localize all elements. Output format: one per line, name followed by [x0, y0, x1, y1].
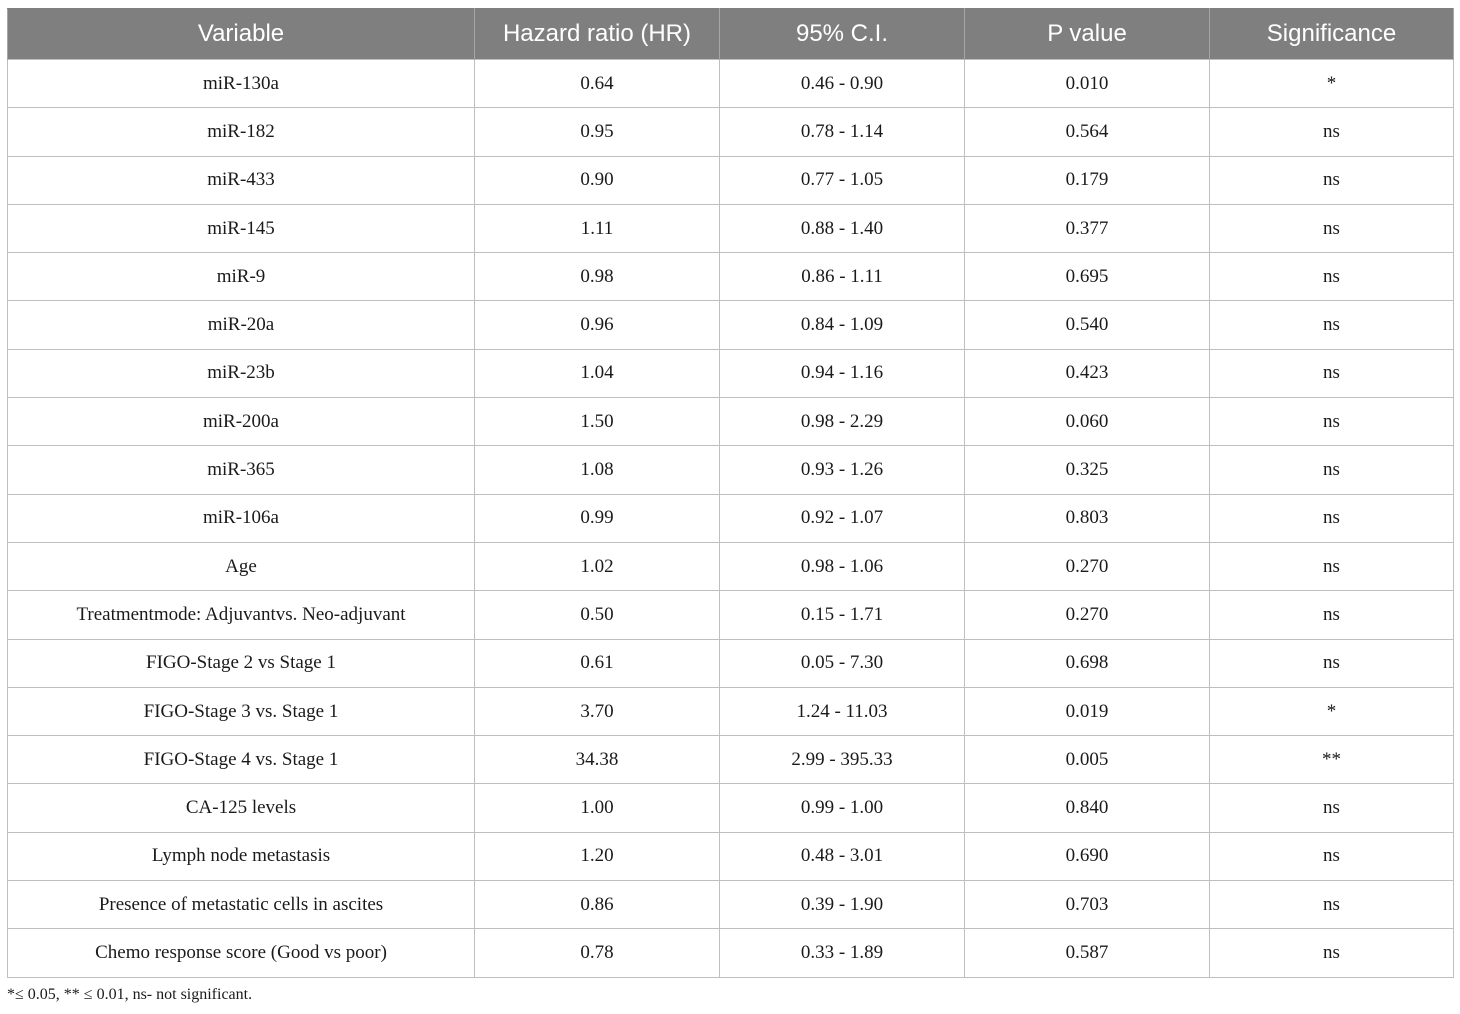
cell-significance: *: [1210, 60, 1454, 108]
cell-p-value: 0.423: [965, 349, 1210, 397]
cell-p-value: 0.703: [965, 881, 1210, 929]
hazard-ratio-table-container: [7, 8, 1453, 978]
cell-p-value: 0.564: [965, 108, 1210, 156]
cell-ci: 0.15 - 1.71: [720, 591, 965, 639]
table-row: [8, 881, 1454, 929]
cell-hazard-ratio: 3.70: [475, 687, 720, 735]
cell-p-value: 0.840: [965, 784, 1210, 832]
cell-hazard-ratio: 1.02: [475, 542, 720, 590]
cell-hazard-ratio: 1.11: [475, 204, 720, 252]
cell-significance: ns: [1210, 301, 1454, 349]
cell-significance: ns: [1210, 591, 1454, 639]
table-row: [8, 736, 1454, 784]
cell-hazard-ratio: 0.78: [475, 929, 720, 977]
cell-significance: ns: [1210, 204, 1454, 252]
cell-ci: 0.77 - 1.05: [720, 156, 965, 204]
cell-variable: miR-20a: [8, 301, 475, 349]
header-variable: Variable: [8, 9, 475, 60]
cell-hazard-ratio: 1.00: [475, 784, 720, 832]
table-row: [8, 204, 1454, 252]
cell-ci: 0.94 - 1.16: [720, 349, 965, 397]
cell-variable: FIGO-Stage 2 vs Stage 1: [8, 639, 475, 687]
cell-significance: ns: [1210, 446, 1454, 494]
cell-significance: **: [1210, 736, 1454, 784]
cell-significance: ns: [1210, 881, 1454, 929]
cell-p-value: 0.010: [965, 60, 1210, 108]
cell-significance: ns: [1210, 542, 1454, 590]
cell-significance: ns: [1210, 108, 1454, 156]
cell-significance: ns: [1210, 639, 1454, 687]
cell-ci: 0.86 - 1.11: [720, 253, 965, 301]
cell-ci: 0.78 - 1.14: [720, 108, 965, 156]
header-hazard-ratio: Hazard ratio (HR): [475, 9, 720, 60]
table-footnote: *≤ 0.05, ** ≤ 0.01, ns- not significant.: [7, 986, 253, 1003]
cell-ci: 0.93 - 1.26: [720, 446, 965, 494]
cell-variable: miR-106a: [8, 494, 475, 542]
cell-variable: miR-182: [8, 108, 475, 156]
table-row: [8, 784, 1454, 832]
cell-significance: ns: [1210, 832, 1454, 880]
cell-p-value: 0.540: [965, 301, 1210, 349]
table-row: [8, 929, 1454, 977]
cell-significance: ns: [1210, 494, 1454, 542]
cell-hazard-ratio: 0.64: [475, 60, 720, 108]
cell-variable: miR-433: [8, 156, 475, 204]
hazard-ratio-table: [7, 8, 1454, 978]
cell-variable: Presence of metastatic cells in ascites: [8, 881, 475, 929]
cell-p-value: 0.803: [965, 494, 1210, 542]
cell-significance: ns: [1210, 156, 1454, 204]
table-row: [8, 301, 1454, 349]
cell-hazard-ratio: 0.95: [475, 108, 720, 156]
cell-variable: miR-200a: [8, 398, 475, 446]
cell-variable: Chemo response score (Good vs poor): [8, 929, 475, 977]
cell-hazard-ratio: 1.20: [475, 832, 720, 880]
table-row: [8, 639, 1454, 687]
header-p-value: P value: [965, 9, 1210, 60]
cell-p-value: 0.179: [965, 156, 1210, 204]
cell-variable: miR-145: [8, 204, 475, 252]
table-body: [8, 60, 1454, 978]
table-row: [8, 60, 1454, 108]
cell-hazard-ratio: 0.98: [475, 253, 720, 301]
cell-variable: miR-23b: [8, 349, 475, 397]
cell-p-value: 0.270: [965, 591, 1210, 639]
cell-ci: 0.88 - 1.40: [720, 204, 965, 252]
table-row: [8, 349, 1454, 397]
cell-significance: ns: [1210, 784, 1454, 832]
cell-variable: miR-365: [8, 446, 475, 494]
cell-ci: 0.05 - 7.30: [720, 639, 965, 687]
cell-p-value: 0.270: [965, 542, 1210, 590]
cell-p-value: 0.005: [965, 736, 1210, 784]
cell-significance: ns: [1210, 398, 1454, 446]
header-significance: Significance: [1210, 9, 1454, 60]
cell-p-value: 0.690: [965, 832, 1210, 880]
cell-ci: 0.48 - 3.01: [720, 832, 965, 880]
table-header: [8, 9, 1454, 60]
cell-variable: FIGO-Stage 3 vs. Stage 1: [8, 687, 475, 735]
cell-hazard-ratio: 1.08: [475, 446, 720, 494]
cell-p-value: 0.325: [965, 446, 1210, 494]
cell-ci: 2.99 - 395.33: [720, 736, 965, 784]
cell-p-value: 0.019: [965, 687, 1210, 735]
cell-p-value: 0.587: [965, 929, 1210, 977]
cell-p-value: 0.695: [965, 253, 1210, 301]
cell-ci: 0.84 - 1.09: [720, 301, 965, 349]
cell-ci: 0.46 - 0.90: [720, 60, 965, 108]
cell-ci: 0.98 - 2.29: [720, 398, 965, 446]
table-row: [8, 398, 1454, 446]
cell-hazard-ratio: 0.90: [475, 156, 720, 204]
cell-p-value: 0.377: [965, 204, 1210, 252]
cell-hazard-ratio: 0.61: [475, 639, 720, 687]
cell-variable: Age: [8, 542, 475, 590]
cell-p-value: 0.060: [965, 398, 1210, 446]
cell-significance: ns: [1210, 929, 1454, 977]
table-row: [8, 253, 1454, 301]
cell-variable: FIGO-Stage 4 vs. Stage 1: [8, 736, 475, 784]
cell-variable: miR-130a: [8, 60, 475, 108]
cell-significance: *: [1210, 687, 1454, 735]
cell-variable: Lymph node metastasis: [8, 832, 475, 880]
table-row: [8, 156, 1454, 204]
cell-variable: Treatmentmode: Adjuvantvs. Neo-adjuvant: [8, 591, 475, 639]
cell-ci: 0.92 - 1.07: [720, 494, 965, 542]
cell-hazard-ratio: 0.99: [475, 494, 720, 542]
cell-hazard-ratio: 0.50: [475, 591, 720, 639]
cell-variable: miR-9: [8, 253, 475, 301]
cell-significance: ns: [1210, 349, 1454, 397]
cell-ci: 0.98 - 1.06: [720, 542, 965, 590]
table-row: [8, 108, 1454, 156]
cell-variable: CA-125 levels: [8, 784, 475, 832]
table-row: [8, 542, 1454, 590]
header-row: [8, 9, 1454, 60]
table-row: [8, 591, 1454, 639]
cell-ci: 0.99 - 1.00: [720, 784, 965, 832]
cell-significance: ns: [1210, 253, 1454, 301]
cell-p-value: 0.698: [965, 639, 1210, 687]
table-row: [8, 446, 1454, 494]
cell-ci: 1.24 - 11.03: [720, 687, 965, 735]
cell-hazard-ratio: 1.50: [475, 398, 720, 446]
cell-hazard-ratio: 0.96: [475, 301, 720, 349]
cell-ci: 0.33 - 1.89: [720, 929, 965, 977]
cell-hazard-ratio: 34.38: [475, 736, 720, 784]
cell-ci: 0.39 - 1.90: [720, 881, 965, 929]
table-row: [8, 494, 1454, 542]
cell-hazard-ratio: 0.86: [475, 881, 720, 929]
cell-hazard-ratio: 1.04: [475, 349, 720, 397]
table-row: [8, 687, 1454, 735]
table-row: [8, 832, 1454, 880]
header-ci: 95% C.I.: [720, 9, 965, 60]
